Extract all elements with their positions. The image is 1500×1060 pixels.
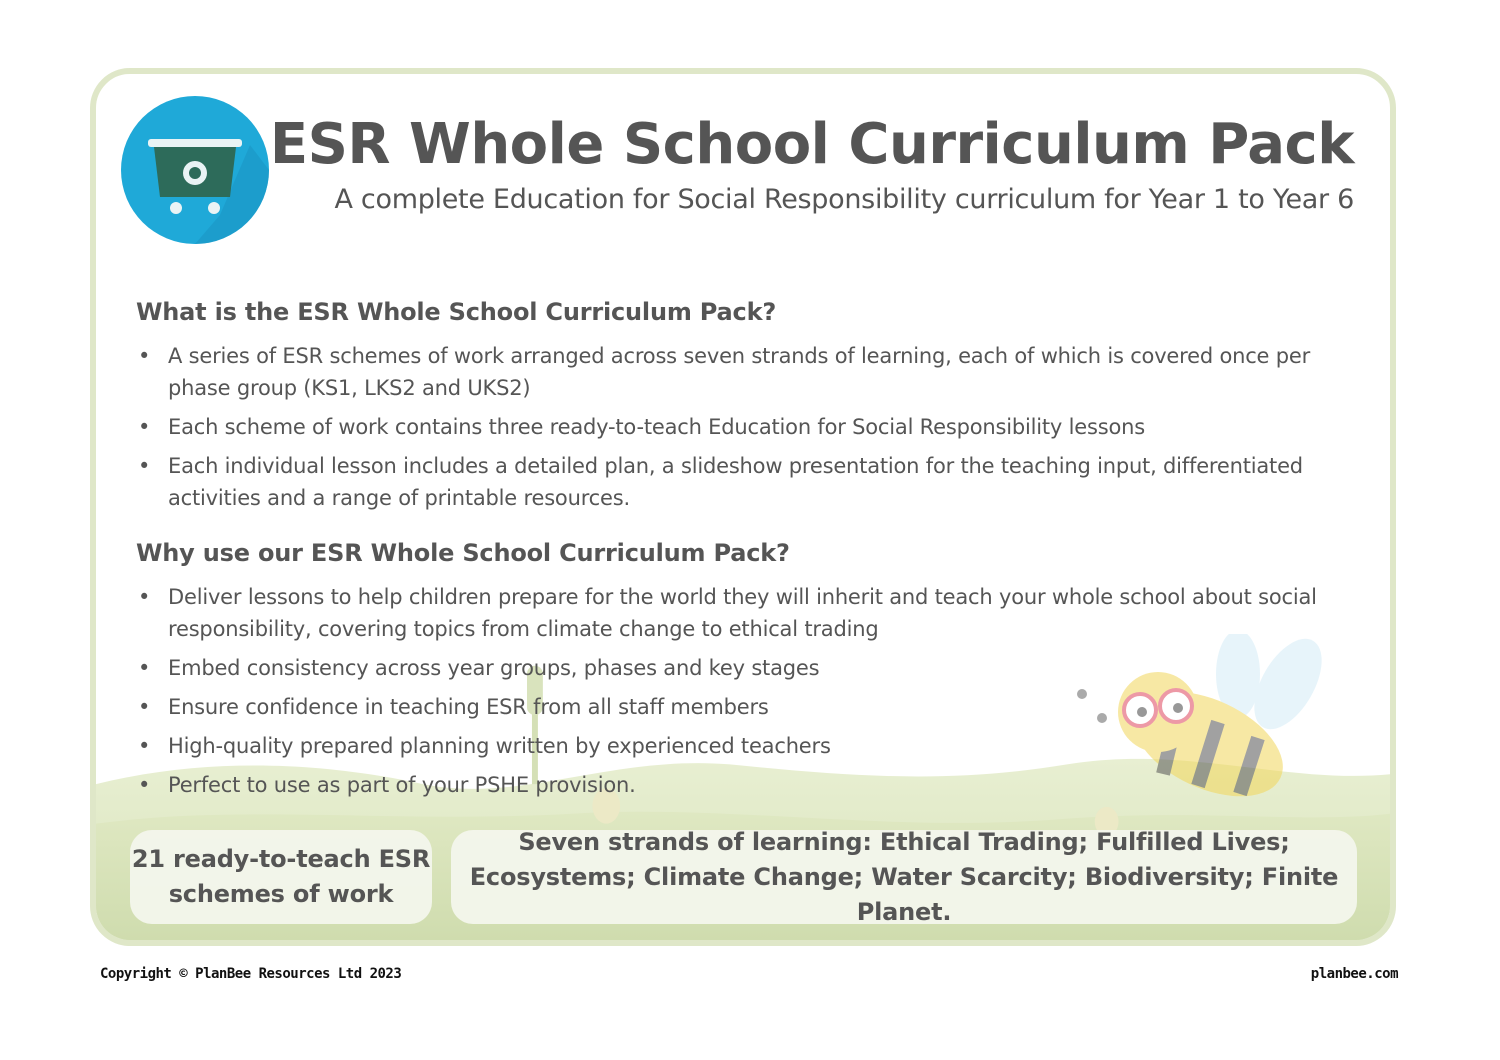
list-item: • Ensure confidence in teaching ESR from all staff members [138,695,769,719]
list-item: • High-quality prepared planning written by experienced teachers [138,734,831,758]
why-heading: Why use our ESR Whole School Curriculum Pack? [136,539,790,567]
strands-box: Seven strands of learning: Ethical Trading; Fulfilled Lives; Ecosystems; Climate Change; Water Scarcity; Biodiversity; Finite Planet. [451,830,1357,924]
list-item: • Perfect to use as part of your PSHE provision. [138,773,636,797]
list-item: • Embed consistency across year groups, phases and key stages [138,656,820,680]
bee-illustration [1068,634,1338,814]
copyright-text: Copyright © PlanBee Resources Ltd 2023 [100,966,402,982]
list-item: • Deliver lessons to help children prepare for the world they will inherit and teach your whole school about social responsibility, covering topics from climate change to ethical trading [138,585,1317,641]
list-item: • Each scheme of work contains three ready-to-teach Education for Social Responsibility lessons [138,415,1145,439]
website-link[interactable]: planbee.com [1310,966,1398,982]
page-subtitle: A complete Education for Social Responsibility curriculum for Year 1 to Year 6 [334,184,1354,215]
what-section [136,298,1356,521]
what-list [136,340,1356,514]
page-title: ESR Whole School Curriculum Pack [269,112,1354,177]
what-heading: What is the ESR Whole School Curriculum Pack? [136,298,777,326]
recycling-trolley-icon [120,95,270,245]
schemes-count-box: 21 ready-to-teach ESR schemes of work [130,830,432,924]
list-item: • Each individual lesson includes a detailed plan, a slideshow presentation for the teaching input, differentiated activities and a range of printable resources. [138,454,1303,510]
list-item: • A series of ESR schemes of work arranged across seven strands of learning, each of which is covered once per phase group (KS1, LKS2 and UKS2) [138,344,1311,400]
